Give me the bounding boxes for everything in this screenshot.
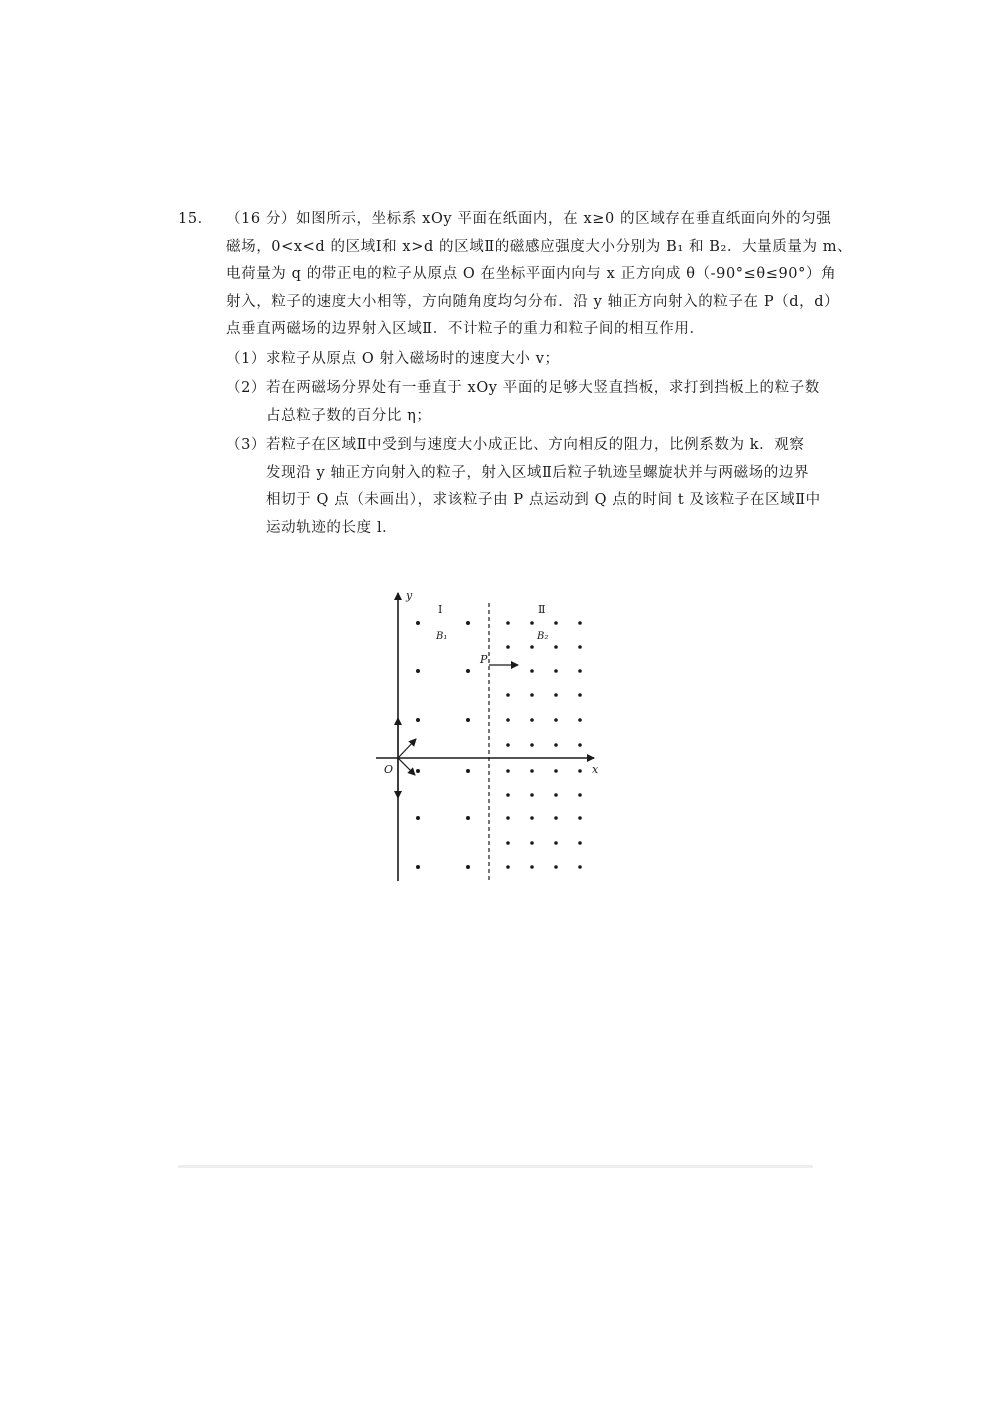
sub-question-text: 若在两磁场分界处有一垂直于 xOy 平面的足够大竖直挡板，求打到挡板上的粒子数: [266, 380, 820, 396]
field-dot: [578, 865, 582, 869]
field-dot: [466, 769, 470, 773]
field-dot: [578, 718, 582, 722]
field-dot: [506, 645, 510, 649]
sub-question-2: [178, 375, 820, 430]
field-dot: [466, 669, 470, 673]
stem-line-1: （16 分）如图所示，坐标系 xOy 平面在纸面内，在 x≥0 的区域存在垂直纸面向外的匀强: [226, 211, 832, 227]
region2-label: Ⅱ: [538, 603, 546, 616]
region1-field-dots: [416, 621, 470, 869]
field-dot: [554, 841, 558, 845]
sub-question-label: （3）: [226, 437, 267, 453]
sub-question-text: 相切于 Q 点（未画出），求该粒子由 P 点运动到 Q 点的时间 t 及该粒子在区域Ⅱ中: [266, 492, 821, 508]
field-dot: [506, 769, 510, 773]
problem-number: 15．: [178, 211, 213, 227]
field-dot: [554, 865, 558, 869]
field2-label: B₂: [537, 631, 549, 642]
field-dot: [578, 693, 582, 697]
sub-question-text: 占总粒子数的百分比 η；: [266, 407, 432, 424]
field-dot: [506, 621, 510, 625]
field-dot: [530, 865, 534, 869]
footer-divider: [178, 1165, 813, 1168]
field-dot: [506, 865, 510, 869]
field-dot: [554, 793, 558, 797]
field-dot: [416, 718, 420, 722]
magnetic-field-diagram: [370, 585, 610, 885]
field-dot: [554, 669, 558, 673]
field-dot: [530, 693, 534, 697]
field-dot: [530, 645, 534, 649]
sub-question-1: [178, 346, 808, 374]
problem-15: [178, 206, 853, 542]
field-dot: [554, 693, 558, 697]
field-dot: [530, 816, 534, 820]
sub-question-text: 求粒子从原点 O 射入磁场时的速度大小 v；: [266, 350, 560, 367]
field-dot: [530, 743, 534, 747]
field-dot: [578, 645, 582, 649]
sub-question-label: （2）: [226, 380, 267, 396]
stem-line-4: 射入，粒子的速度大小相等，方向随角度均匀分布．沿 y 轴正方向射入的粒子在 P（d，d）: [226, 293, 840, 310]
sub-question-text: 运动轨迹的长度 l．: [266, 519, 398, 536]
field-dot: [530, 793, 534, 797]
field-dot: [530, 841, 534, 845]
field-dot: [578, 621, 582, 625]
field-dot: [416, 865, 420, 869]
field-dot: [416, 669, 420, 673]
field-dot: [554, 645, 558, 649]
field-dot: [554, 743, 558, 747]
field-dot: [416, 769, 420, 773]
field-dot: [578, 769, 582, 773]
field-dot: [466, 718, 470, 722]
field-dot: [578, 669, 582, 673]
field-dot: [530, 669, 534, 673]
x-axis-label: x: [592, 763, 599, 776]
field-dot: [506, 816, 510, 820]
field-dot: [506, 841, 510, 845]
field-dot: [416, 621, 420, 625]
field-dot: [506, 743, 510, 747]
field-dot: [466, 816, 470, 820]
region2-field-dots: [506, 621, 582, 869]
field-dot: [578, 743, 582, 747]
origin-label: O: [384, 763, 394, 776]
field-dot: [506, 793, 510, 797]
field-dot: [466, 621, 470, 625]
stem-line-2: 磁场，0<x<d 的区域Ⅰ和 x>d 的区域Ⅱ的磁感应强度大小分别为 B₁ 和 B₂．大量质量为 m、: [226, 238, 853, 255]
sub-question-text: 若粒子在区域Ⅱ中受到与速度大小成正比、方向相反的阻力，比例系数为 k．观察: [266, 437, 805, 453]
field-dot: [554, 816, 558, 820]
field-dot: [578, 793, 582, 797]
field-dot: [466, 865, 470, 869]
field-dot: [416, 816, 420, 820]
sub-question-3: [178, 432, 821, 542]
field-dot: [554, 718, 558, 722]
field-dot: [530, 718, 534, 722]
field-dot: [554, 769, 558, 773]
diagram-svg: [370, 585, 610, 885]
sub-question-text: 发现沿 y 轴正方向射入的粒子，射入区域Ⅱ后粒子轨迹呈螺旋状并与两磁场的边界: [266, 464, 810, 481]
velocity-angled-down-arrow: [398, 758, 415, 775]
field-dot: [506, 718, 510, 722]
point-p-label: P: [480, 653, 488, 666]
field-dot: [530, 621, 534, 625]
field-dot: [554, 621, 558, 625]
field1-label: B₁: [436, 631, 448, 642]
field-dot: [578, 816, 582, 820]
field-dot: [578, 841, 582, 845]
region1-label: Ⅰ: [438, 603, 443, 616]
velocity-angled-up-arrow: [398, 739, 416, 758]
y-axis-label: y: [406, 589, 413, 602]
field-dot: [506, 693, 510, 697]
field-dot: [530, 769, 534, 773]
stem-line-5: 点垂直两磁场的边界射入区域Ⅱ．不计粒子的重力和粒子间的相互作用．: [226, 321, 705, 337]
sub-question-label: （1）: [226, 350, 267, 367]
stem-line-3: 电荷量为 q 的带正电的粒子从原点 O 在坐标平面内向与 x 正方向成 θ（-90°≤θ≤90°）角: [226, 266, 837, 282]
